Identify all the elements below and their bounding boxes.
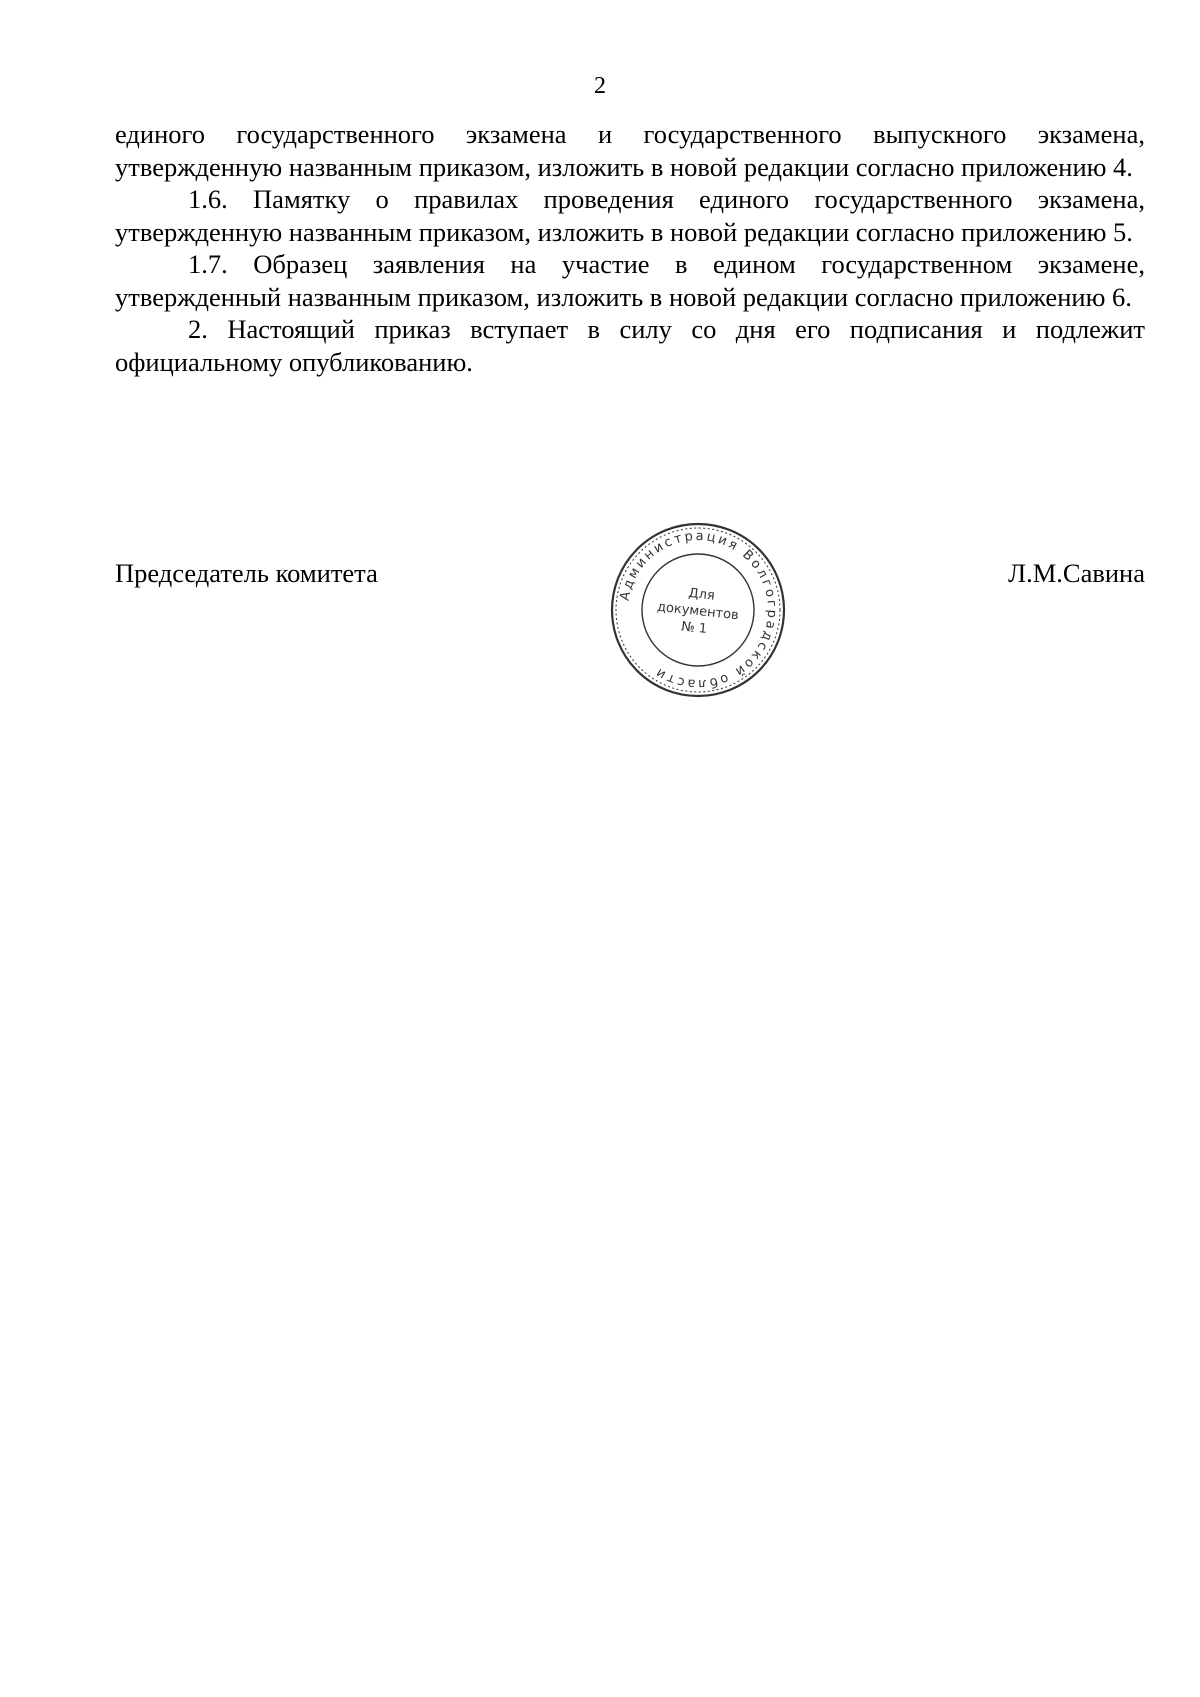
seal-ring-text: Администрация Волгоградской области	[617, 528, 780, 692]
official-seal-stamp	[608, 520, 788, 700]
seal-graphic	[608, 520, 788, 700]
seal-center-line-3: № 1	[680, 619, 708, 638]
document-body	[115, 118, 1145, 378]
paragraph-1-6: 1.6. Памятку о правилах проведения единого государственного экзамена, утвержденную названным приказом, изложить в новой редакции согласно приложению 5.	[115, 184, 1145, 247]
seal-center-line-1: Для	[687, 585, 716, 604]
paragraph-1-7: 1.7. Образец заявления на участие в едином государственном экзамене, утвержденный названным приказом, изложить в новой редакции согласно приложению 6.	[115, 249, 1145, 312]
signatory-name: Л.М.Савина	[1008, 558, 1145, 588]
paragraph-2: 2. Настоящий приказ вступает в силу со дня его подписания и подлежит официальному опубликованию.	[115, 314, 1145, 377]
seal-center-line-2: документов	[656, 599, 740, 624]
signatory-position: Председатель комитета	[115, 558, 378, 588]
paragraph-continuation: единого государственного экзамена и государственного выпускного экзамена, утвержденную названным приказом, изложить в новой редакции согласно приложению 4.	[115, 119, 1145, 182]
page-number: 2	[594, 73, 606, 99]
